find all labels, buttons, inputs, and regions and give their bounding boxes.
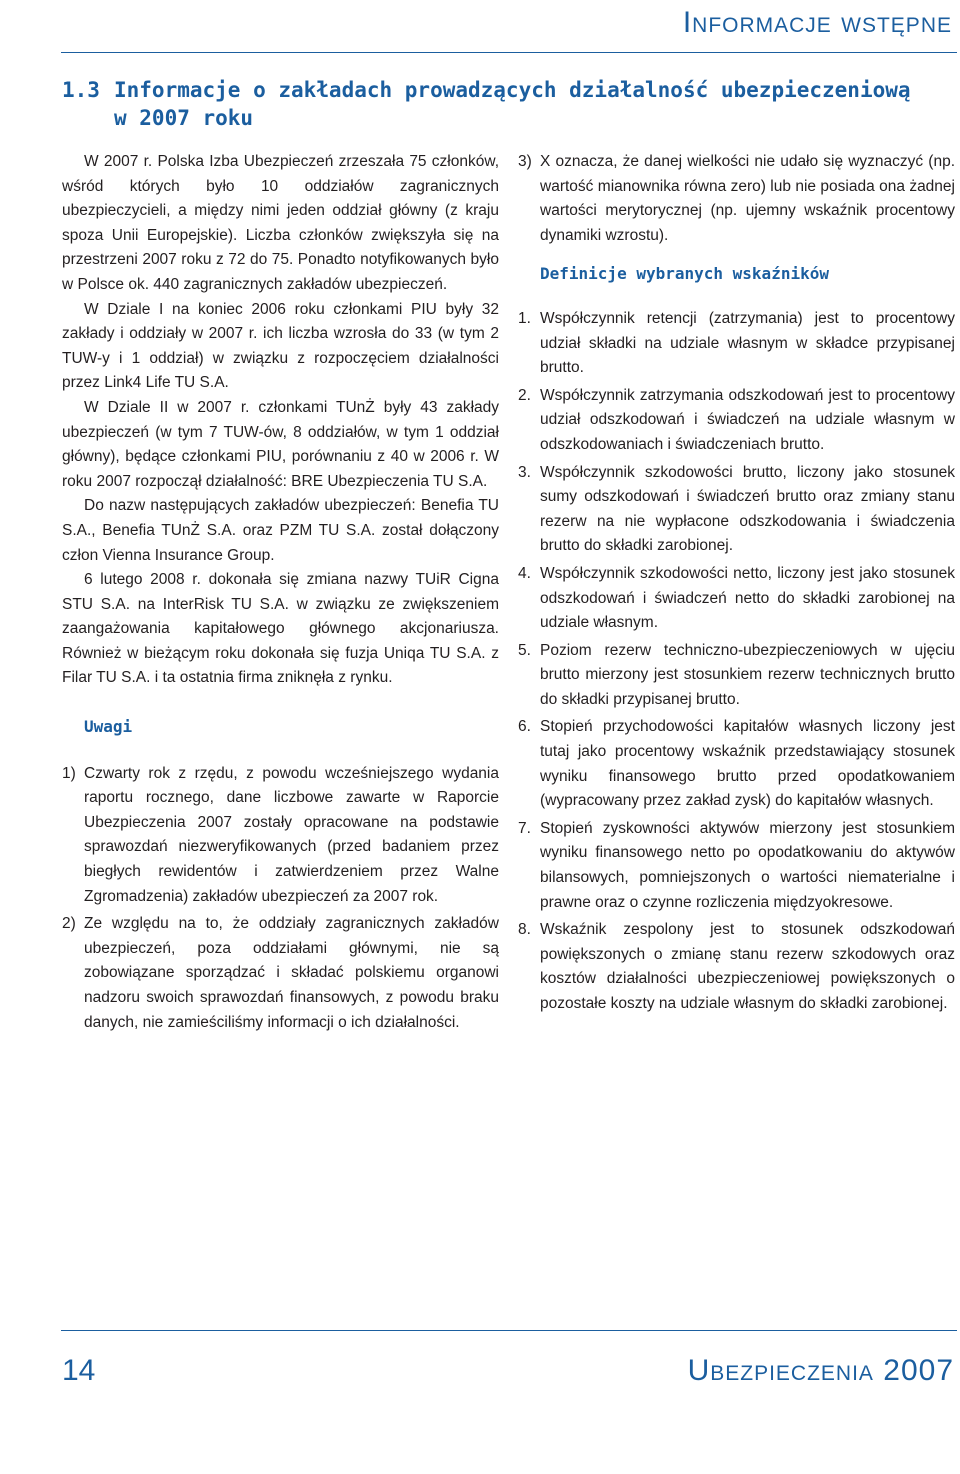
note-marker: 1): [62, 764, 76, 782]
definition-item: [518, 715, 955, 813]
definition-item: [518, 562, 955, 636]
paragraph: Do nazw następujących zakładów ubezpieczeń: Benefia TU S.A., Benefia TUnŻ S.A. oraz PZM TU S.A. został dołączony człon Vienna Insurance Group.: [62, 497, 499, 564]
note-item: [62, 762, 499, 910]
section-title-line2: w 2007 roku: [114, 106, 254, 130]
note-item: [62, 912, 499, 1035]
note-marker: 3): [518, 153, 532, 170]
definition-text: Poziom rezerw techniczno-ubezpieczeniowych w ujęciu brutto mierzony jest stosunkiem rezerw technicznych brutto do składki przypisanej brutto.: [540, 641, 955, 708]
definitions-list: [518, 307, 955, 1017]
paragraph: W Dziale II w 2007 r. członkami TUnŻ były 43 zakłady ubezpieczeń (w tym 7 TUW-ów, 8 oddziałów, w tym 1 oddział główny), będące członkami PIU, porównaniu z 40 w 2006 r. W roku 2007 rozpoczął działalność: BRE Ubezpieczenia TU S.A.: [62, 398, 499, 490]
note-marker: 2): [62, 915, 76, 933]
definition-marker: 7.: [518, 819, 531, 837]
footer-divider: [61, 1330, 957, 1331]
running-header-title: Informacje wstępne: [682, 6, 952, 39]
header-divider: [61, 52, 957, 53]
definition-text: Stopień przychodowości kapitałów własnych liczony jest tutaj jako procentowy wskaźnik przedstawiający stosunek wyniku finansowego brutto przed opodatkowaniem (wypracowany przez zakład zysk) do kapitałów własnych.: [540, 718, 955, 810]
definition-item: [518, 639, 955, 713]
running-footer-title: Ubezpieczenia 2007: [687, 1354, 954, 1387]
definition-marker: 4.: [518, 564, 531, 582]
note-text: Czwarty rok z rzędu, z powodu wcześniejszego wydania raportu rocznego, dane liczbowe zawarte w Raporcie Ubezpieczenia 2007 zostały opracowane na podstawie sprawozdań niezweryfikowanych (przed badaniem przez biegłych rewidentów i zatwierdzeniem przez Walne Zgromadzenia) zakładów ubezpieczeń za 2007 rok.: [84, 764, 499, 905]
definition-marker: 2.: [518, 386, 531, 404]
definition-marker: 6.: [518, 718, 531, 736]
definition-item: [518, 817, 955, 915]
definition-marker: 3.: [518, 463, 531, 481]
section-heading: [62, 76, 942, 132]
section-title-line1: Informacje o zakładach prowadzących działalność ubezpieczeniową: [114, 78, 911, 102]
section-number: 1.3: [62, 78, 100, 102]
definition-item: [518, 461, 955, 559]
definition-text: Współczynnik zatrzymania odszkodowań jest to procentowy udział odszkodowań i świadczeń na udziale własnym w odszkodowaniach i świadczeniach brutto.: [540, 386, 955, 453]
definition-marker: 8.: [518, 921, 531, 939]
definition-text: Stopień zyskowności aktywów mierzony jest stosunkiem wyniku finansowego netto po opodatkowaniu do aktywów bilansowych, pomniejszonych o wartości niematerialne i prawne oraz o czynne rozliczenia międzyokresowe.: [540, 819, 955, 911]
definition-text: Współczynnik retencji (zatrzymania) jest to procentowy udział składki na udziale własnym w składce przypisanej brutto.: [540, 309, 955, 377]
definitions-heading: Definicje wybranych wskaźników: [540, 264, 829, 284]
paragraph: W 2007 r. Polska Izba Ubezpieczeń zrzeszała 75 członków, wśród których było 10 oddziałów zagranicznych ubezpieczycieli, a między nimi jeden oddział główny (z kraju spoza Unii Europejskie). Liczba członków zwiększyła się na przestrzeni 2007 roku z 72 do 75. Ponadto notyfikowanych było w Polsce ok. 440 zagranicznych zakładów ubezpieczeń.: [62, 153, 499, 293]
definition-text: Współczynnik szkodowości brutto, liczony jako stosunek sumy odszkodowań i świadczeń brutto oraz zmiany stanu rezerw na nie wypłacone odszkodowania i świadczenia brutto do składki zarobionej.: [540, 463, 955, 555]
left-column: [62, 150, 499, 1038]
note-item: [518, 150, 955, 248]
definition-text: Współczynnik szkodowości netto, liczony jest jako stosunek odszkodowań i świadczeń netto do składki zarobionej na udziale własnym.: [540, 564, 955, 632]
paragraph: W Dziale I na koniec 2006 roku członkami PIU były 32 zakłady i oddziały w 2007 r. ich liczba wzrosła do 33 (w tym 2 TUW-y i 1 oddział) w związku z rozpoczęciem działalności przez Link4 Life TU S.A.: [62, 300, 499, 392]
definition-marker: 5.: [518, 641, 531, 659]
definition-item: [518, 384, 955, 458]
definition-marker: 1.: [518, 309, 531, 327]
paragraph: 6 lutego 2008 r. dokonała się zmiana nazwy TUiR Cigna STU S.A. na InterRisk TU S.A. w związku ze zwiększeniem zaangażowania kapitałowego głównego akcjonariusza. Również w bieżącym roku dokonała się fuzja Uniqa TU S.A. z Filar TU S.A. i ta ostatnia firma zniknęła z rynku.: [62, 571, 499, 687]
note-text: X oznacza, że danej wielkości nie udało się wyznaczyć (np. wartość mianownika równa zero) lub nie posiada ona żadnej wartości merytorycznej (np. ujemny wskaźnik procentowy dynamiki wzrostu).: [540, 153, 955, 244]
note-text: Ze względu na to, że oddziały zagranicznych zakładów ubezpieczeń, poza oddziałami głównymi, nie są zobowiązane sporządzać i składać polskiemu organowi nadzoru swoich sprawozdań finansowych, z powodu braku danych, nie zamieściliśmy informacji o ich działalności.: [84, 915, 499, 1031]
definition-text: Wskaźnik zespolony jest to stosunek odszkodowań powiększonych o zmianę stanu rezerw szkodowych oraz kosztów działalności ubezpieczeniowej powiększonych o pozostałe koszty na udziale własnym do składki zarobionej.: [540, 921, 955, 1012]
definition-item: [518, 918, 955, 1016]
right-column: [518, 150, 955, 1020]
definition-item: [518, 307, 955, 381]
page-number: 14: [62, 1354, 96, 1387]
notes-heading: Uwagi: [84, 717, 133, 737]
